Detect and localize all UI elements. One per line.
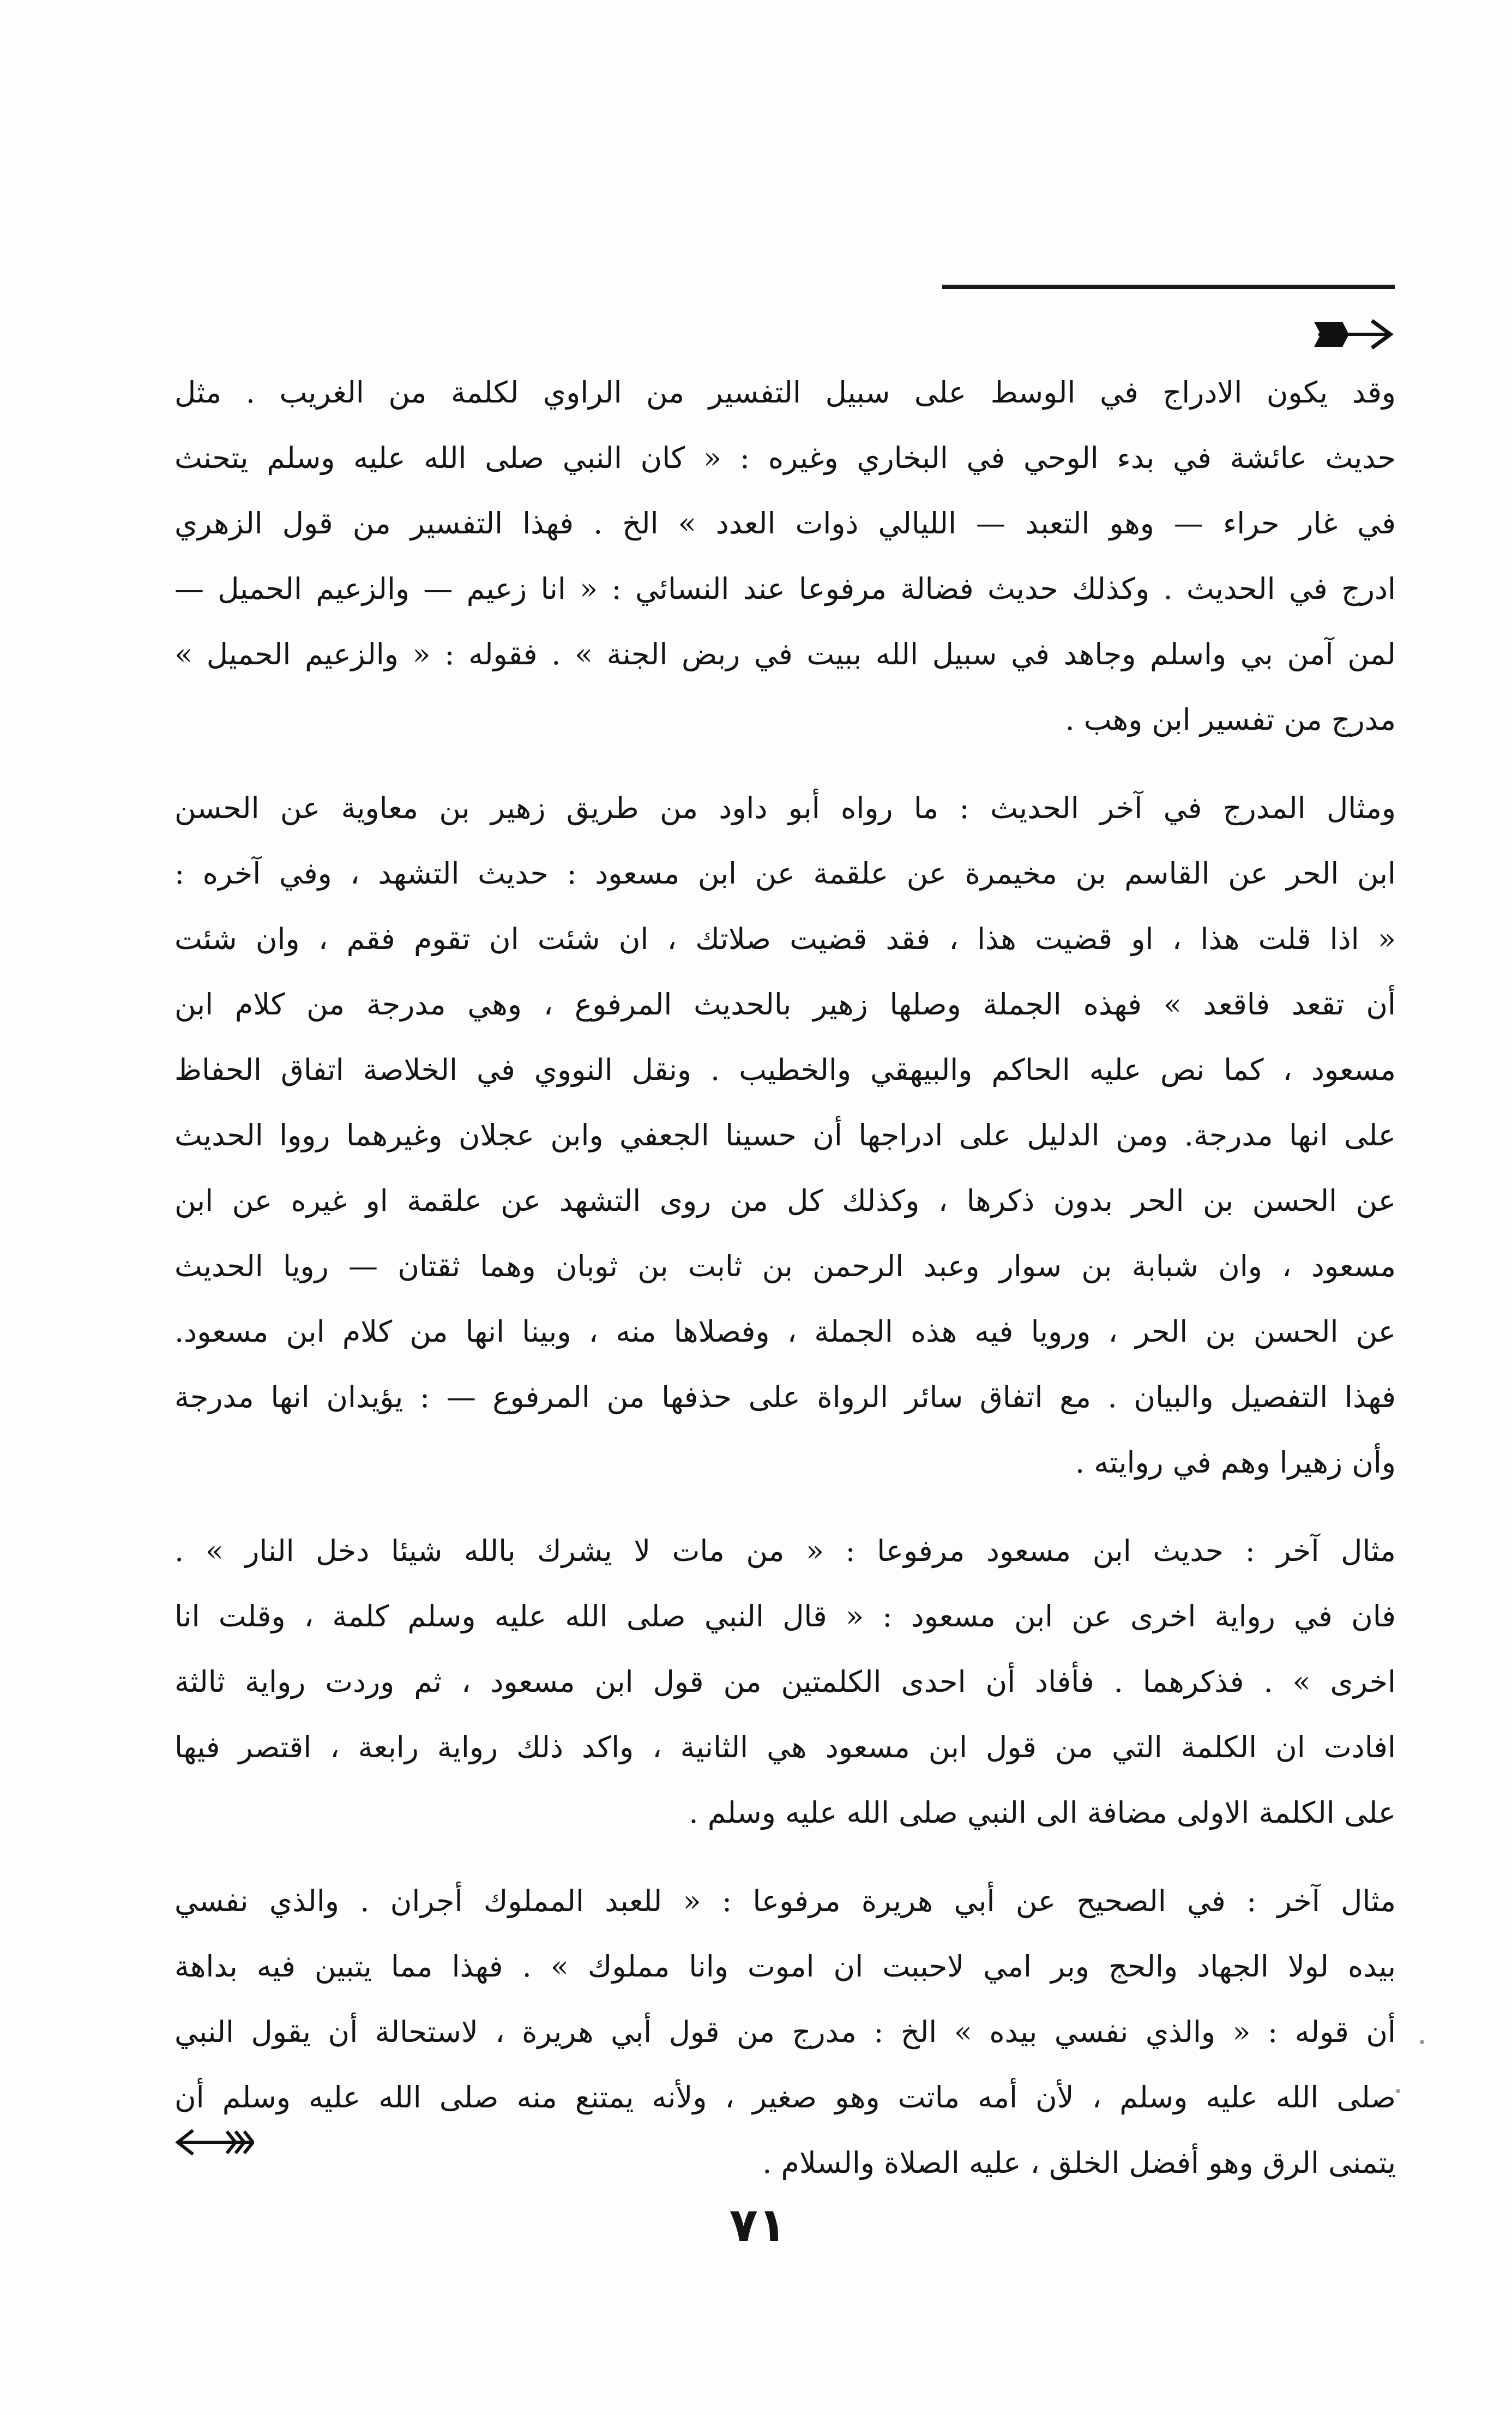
text-line: « اذا قلت هذا ، او قضيت هذا ، فقد قضيت صلاتك ، ان شئت ان تقوم فقم ، وان شئت — [174, 922, 1396, 956]
paragraph-example-ibn-masud — [174, 1518, 1396, 1846]
scan-speck — [1420, 2040, 1424, 2044]
text-line: على الكلمة الاولى مضافة الى النبي صلى الله عليه وسلم . — [689, 1795, 1396, 1830]
text-line: أن تقعد فاقعد » فهذه الجملة وصلها زهير بالحديث المرفوع ، وهي مدرجة من كلام ابن — [174, 987, 1396, 1022]
text-line: عن الحسن بن الحر بدون ذكرها ، وكذلك كل من روى التشهد عن علقمة او غيره عن ابن — [174, 1184, 1396, 1218]
text-line: عن الحسن بن الحر ، ورويا فيه هذه الجملة ، وفصلاها منه ، وبينا انها من كلام ابن مسعود. — [174, 1314, 1396, 1349]
text-line: صلى الله عليه وسلم ، لأن أمه ماتت وهو صغير ، ولأنه يمتنع منه صلى الله عليه وسلم أن — [174, 2080, 1396, 2114]
body-text — [174, 360, 1396, 2196]
paragraph-example-abu-hurayra — [174, 1869, 1396, 2196]
text-line: مسعود ، كما نص عليه الحاكم والبيهقي والخطيب . ونقل النووي في الخلاصة اتفاق الحفاظ — [174, 1053, 1396, 1087]
paragraph-interpolation-end — [174, 776, 1396, 1495]
text-line: فهذا التفصيل والبيان . مع اتفاق سائر الرواة على حذفها من المرفوع — : يؤيدان انها مدرجة — [174, 1380, 1396, 1414]
text-line: وأن زهيرا وهم في روايته . — [1075, 1445, 1396, 1480]
text-line: مثال آخر : في الصحيح عن أبي هريرة مرفوعا : « للعبد المملوك أجران . والذي نفسي — [174, 1884, 1396, 1918]
text-line: ابن الحر عن القاسم بن مخيمرة عن علقمة عن ابن مسعود : حديث التشهد ، وفي آخره : — [174, 856, 1396, 891]
scan-speck — [1396, 2089, 1400, 2093]
text-line: بيده لولا الجهاد والحج وبر امي لاحببت ان اموت وانا مملوك » . فهذا مما يتبين فيه بداهة — [174, 1949, 1396, 1984]
text-line: افادت ان الكلمة التي من قول ابن مسعود هي الثانية ، واكد ذلك رواية رابعة ، اقتصر فيها — [174, 1730, 1396, 1764]
text-line: على انها مدرجة. ومن الدليل على ادراجها أن حسينا الجعفي وابن عجلان وغيرهما رووا الحديث — [174, 1118, 1396, 1152]
text-line: أن قوله : « والذي نفسي بيده » الخ : مدرج من قول أبي هريرة ، لاستحالة أن يقول النبي — [174, 2015, 1396, 2049]
text-line: في غار حراء — وهو التعبد — الليالي ذوات العدد » الخ . فهذا التفسير من قول الزهري — [174, 506, 1396, 540]
text-line: حديث عائشة في بدء الوحي في البخاري وغيره : « كان النبي صلى الله عليه وسلم يتحنث — [174, 441, 1396, 475]
text-line: وقد يكون الادراج في الوسط على سبيل التفسير من الراوي لكلمة من الغريب . مثل — [174, 375, 1396, 410]
text-line: مثال آخر : حديث ابن مسعود مرفوعا : « من مات لا يشرك بالله شيئا دخل النار » . — [174, 1534, 1396, 1568]
page-number: ٧١ — [729, 2198, 787, 2252]
top-rule-divider — [942, 285, 1395, 289]
text-line: ادرج في الحديث . وكذلك حديث فضالة مرفوعا عند النسائي : « انا زعيم — والزعيم الحميل — — [174, 572, 1396, 606]
arrow-left-to-right-icon — [1308, 315, 1395, 353]
text-line: يتمنى الرق وهو أفضل الخلق ، عليه الصلاة والسلام . — [762, 2146, 1396, 2180]
text-line: لمن آمن بي واسلم وجاهد في سبيل الله ببيت في ربض الجنة » . فقوله : « والزعيم الحميل » — [174, 637, 1396, 671]
text-line: مدرج من تفسير ابن وهب . — [1065, 702, 1396, 737]
text-line: ومثال المدرج في آخر الحديث : ما رواه أبو داود من طريق زهير بن معاوية عن الحسن — [174, 791, 1396, 825]
text-line: مسعود ، وان شبابة بن سوار وعبد الرحمن بن ثابت بن ثوبان وهما ثقتان — رويا الحديث — [174, 1249, 1396, 1283]
paragraph-interpolation-middle — [174, 360, 1396, 753]
arrow-fletched-left-icon — [174, 2126, 256, 2159]
text-line: فان في رواية اخرى عن ابن مسعود : « قال النبي صلى الله عليه وسلم كلمة ، وقلت انا — [174, 1599, 1396, 1633]
text-line: اخرى » . فذكرهما . فأفاد أن احدى الكلمتين من قول ابن مسعود ، ثم وردت رواية ثالثة — [174, 1665, 1396, 1699]
